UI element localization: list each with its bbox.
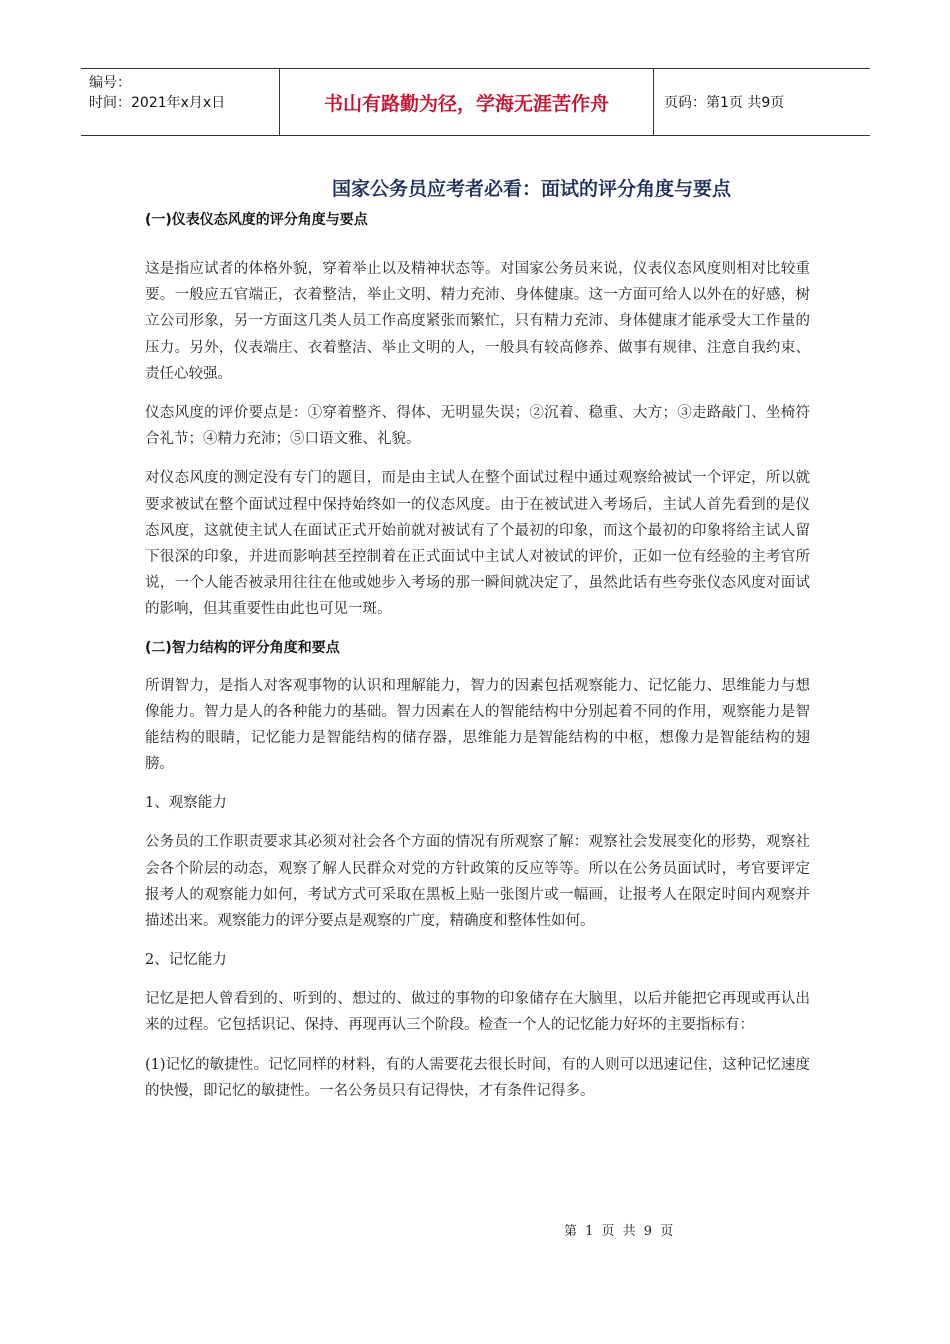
header-meta-cell [81, 69, 280, 135]
code-label: 编号： [89, 75, 131, 91]
section2-paragraph-2: 公务员的工作职责要求其必须对社会各个方面的情况有所观察了解：观察社会发展变化的形势，观察社会各个阶层的动态，观察了解人民群众对党的方针政策的反应等等。所以在公务员面试时，考官要评定报考人的观察能力如何，考试方式可采取在黑板上贴一张图片或一幅画，让报考人在限定时间内观察并描述出来。观察能力的评分要点是观察的广度，精确度和整体性如何。 [145, 834, 810, 930]
section2-paragraph-3: 记忆是把人曾看到的、听到的、想过的、做过的事物的印象储存在大脑里，以后并能把它再现或再认出来的过程。它包括识记、保持、再现再认三个阶段。检查一个人的记忆能力好坏的主要指标有： [145, 991, 810, 1034]
section2-heading: (二)智力结构的评分角度和要点 [145, 639, 340, 656]
subheading-observation: 1、观察能力 [145, 795, 227, 812]
section1-paragraph-2: 仪态风度的评价要点是：①穿着整齐、得体、无明显失误；②沉着、稳重、大方；③走路敲门、坐椅符合礼节；④精力充沛；⑤口语文雅、礼貌。 [145, 405, 810, 448]
section1-heading: (一)仪表仪态风度的评分角度与要点 [145, 212, 368, 228]
motto-cell [280, 69, 654, 135]
time-label: 时间：2021年x月x日 [89, 95, 226, 111]
section1-paragraph-1: 这是指应试者的体格外貌，穿着举止以及精神状态等。对国家公务员来说，仪表仪态风度则相对比较重要。一般应五官端正，衣着整洁，举止文明、精力充沛、身体健康。这一方面可给人以外在的好感，树立公司形象，另一方面这几类人员工作高度紧张而繁忙，只有精力充沛、身体健康才能承受大工作量的压力。另外，仪表端庄、衣着整洁、举止文明的人，一般具有较高修养、做事有规律、注意自我约束、责任心较强。 [145, 261, 810, 382]
motto-text: 书山有路勤为径，学海无涯苦作舟 [323, 92, 609, 115]
page-info-cell [654, 69, 870, 135]
subheading-memory: 2、记忆能力 [145, 952, 227, 969]
section1-paragraph-3: 对仪态风度的测定没有专门的题目，而是由主试人在整个面试过程中通过观察给被试一个评定，所以就要求被试在整个面试过程中保持始终如一的仪态风度。由于在被试进入考场后，主试人首先看到的是仪态风度，这就使主试人在面试正式开始前就对被试有了个最初的印象，而这个最初的印象将给主试人留下很深的印象，并进而影响甚至控制着在正式面试中主试人对被试的评价，正如一位有经验的主考官所说，一个人能否被录用往往在他或她步入考场的那一瞬间就决定了，虽然此话有些夸张仪态风度对面试的影响，但其重要性由此也可见一斑。 [145, 470, 810, 618]
document-body [145, 208, 810, 1104]
header-table [81, 68, 870, 136]
page-footer: 第 1 页 共 9 页 [564, 1224, 674, 1239]
page-info-text: 页码：第1页 共9页 [664, 95, 785, 111]
document-title: 国家公务员应考者必看：面试的评分角度与要点 [332, 178, 732, 200]
section2-paragraph-4: (1)记忆的敏捷性。记忆同样的材料，有的人需要花去很长时间，有的人则可以迅速记住，这种记忆速度的快慢，即记忆的敏捷性。一名公务员只有记得快，才有条件记得多。 [145, 1056, 810, 1099]
section2-paragraph-1: 所谓智力，是指人对客观事物的认识和理解能力，智力的因素包括观察能力、记忆能力、思维能力与想像能力。智力是人的各种能力的基础。智力因素在人的智能结构中分别起着不同的作用，观察能力是智能结构的眼睛，记忆能力是智能结构的储存器，思维能力是智能结构的中枢，想像力是智能结构的翅膀。 [145, 677, 810, 773]
